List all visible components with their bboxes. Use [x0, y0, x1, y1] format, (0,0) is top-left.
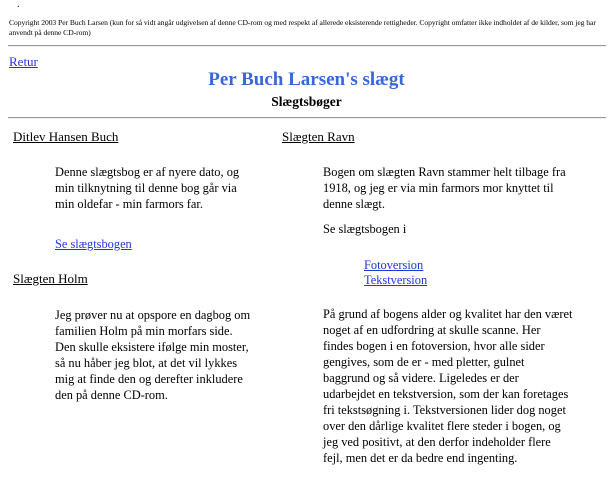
top-divider — [8, 45, 606, 47]
section-title-holm: Slægten Holm — [13, 271, 88, 286]
section-title-ditlev: Ditlev Hansen Buch — [13, 129, 119, 144]
ravn-photo-version-link[interactable]: Fotoversion — [364, 258, 424, 272]
page-subtitle: Slægtsbøger — [271, 94, 342, 109]
stray-dot: . — [17, 0, 20, 10]
header-divider — [8, 117, 606, 119]
ravn-description: Bogen om slægten Ravn stammer helt tilbage fra 1918, og jeg er via min farmors mor knyttet til denne slægt. — [323, 165, 566, 211]
site-title: Per Buch Larsen's slægt — [208, 69, 405, 90]
holm-description: Jeg prøver nu at opspore en dagbog om familien Holm på min morfars side. Den skulle eksistere ifølge min moster, så nu håber jeg blot, at det vil lykkes mig at finde den og derefter inkludere den på denne CD-rom. — [55, 308, 251, 402]
return-link[interactable]: Retur — [9, 54, 38, 69]
ravn-text-version-link[interactable]: Tekstversion — [364, 273, 428, 287]
ravn-scan-notes: På grund af bogens alder og kvalitet har den været noget af en udfordring at skulle scanne. Her findes bogen i en fotoversion, hvor alle sider gengives, som de er - med pletter, gulnet baggrund og så videre. Ligeledes er der udarbejdet en tekstversion, som der kan foretages fri tekstsøgning i. Tekstversionen lider dog noget over den dårlige kvalitet flere steder i bogen, og jeg ved positivt, at den derfor indeholder flere fejl, men det er da bedre end ingenting. — [323, 307, 573, 465]
copyright-notice: Copyright 2003 Per Buch Larsen (kun for så vidt angår udgivelsen af denne CD-rom og med respekt af allerede eksisterende rettigheder. Copyright omfatter ikke indholdet af de kilder, som jeg har anvendt på denne CD-rom) — [9, 18, 596, 37]
ditlev-description: Denne slægtsbog er af nyere dato, og min tilknytning til denne bog går via min oldefar - min farmors far. — [55, 165, 240, 211]
ravn-see-book-label: Se slægtsbogen i — [323, 222, 407, 236]
ditlev-book-link[interactable]: Se slægtsbogen — [55, 237, 132, 251]
section-title-ravn: Slægten Ravn — [282, 129, 355, 144]
